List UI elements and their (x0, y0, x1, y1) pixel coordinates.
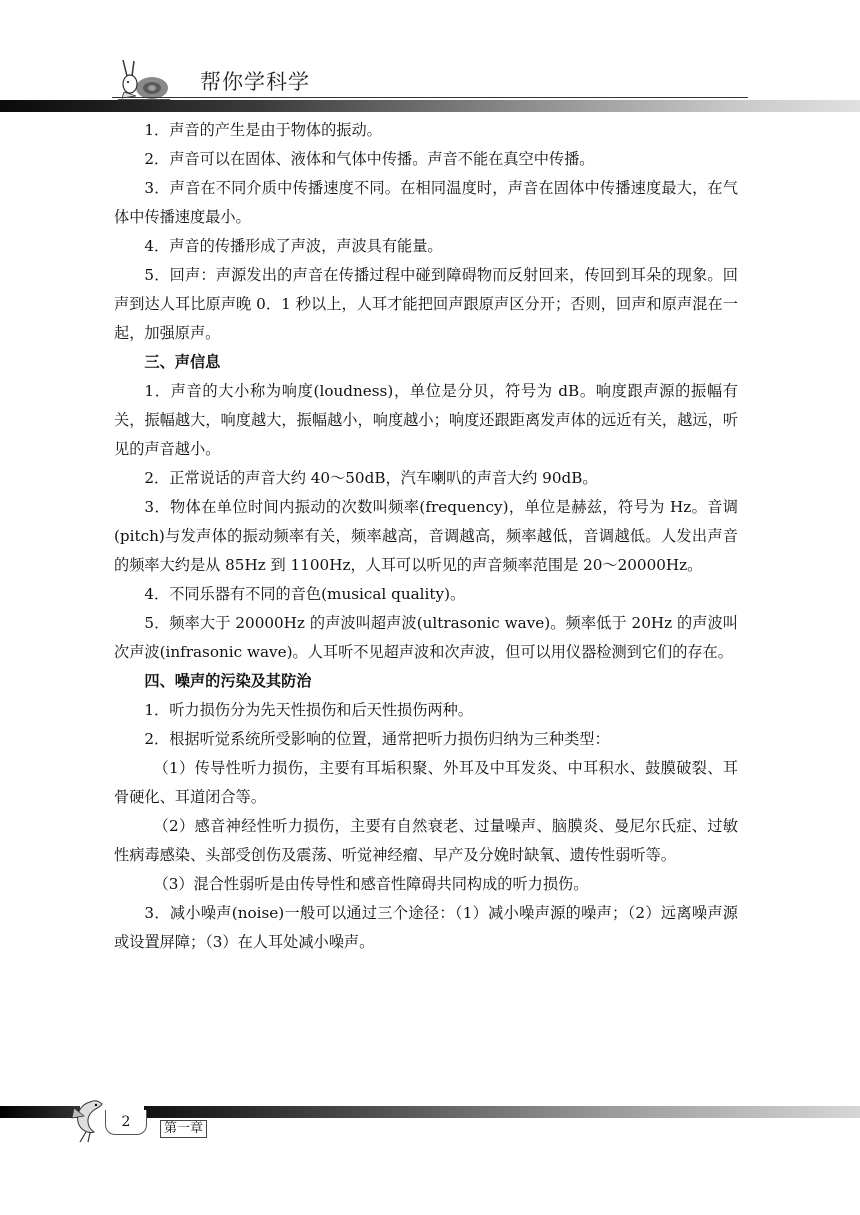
chapter-label: 第一章 (160, 1120, 207, 1138)
body-paragraph: 3．减小噪声(noise)一般可以通过三个途径：（1）减小噪声源的噪声；（2）远离噪声源或设置屏障；（3）在人耳处减小噪声。 (114, 904, 738, 951)
body-paragraph: 2．正常说话的声音大约 40～50dB，汽车喇叭的声音大约 90dB。 (144, 469, 598, 487)
header-gradient-bar (0, 100, 860, 112)
body-paragraph: （3）混合性弱听是由传导性和感音性障碍共同构成的听力损伤。 (153, 875, 589, 893)
page-number: 2 (105, 1110, 147, 1135)
body-paragraph: 1．听力损伤分为先天性损伤和后天性损伤两种。 (144, 701, 473, 719)
body-paragraph: 4．不同乐器有不同的音色(musical quality)。 (144, 585, 466, 603)
body-paragraph: （2）感音神经性听力损伤，主要有自然衰老、过量噪声、脑膜炎、曼尼尔氏症、过敏性病毒感染、头部受创伤及震荡、听觉神经瘤、早产及分娩时缺氧、遗传性弱听等。 (114, 817, 738, 864)
body-paragraph: 2．声音可以在固体、液体和气体中传播。声音不能在真空中传播。 (144, 150, 595, 168)
section-heading: 三、声信息 (144, 353, 221, 371)
page-header-title: 帮你学科学 (200, 70, 310, 94)
footer-bar-right (144, 1106, 860, 1118)
section-heading: 四、噪声的污染及其防治 (144, 672, 312, 690)
body-paragraph: （1）传导性听力损伤，主要有耳垢积聚、外耳及中耳发炎、中耳积水、鼓膜破裂、耳骨硬化、耳道闭合等。 (114, 759, 738, 806)
body-paragraph: 5．回声：声源发出的声音在传播过程中碰到障碍物而反射回来，传回到耳朵的现象。回声到达人耳比原声晚 0．1 秒以上，人耳才能把回声跟原声区分开；否则，回声和原声混在一起，加强原声。 (114, 266, 738, 342)
page-body (114, 116, 738, 957)
body-paragraph: 3．声音在不同介质中传播速度不同。在相同温度时，声音在固体中传播速度最大，在气体中传播速度最小。 (114, 179, 738, 226)
body-paragraph: 5．频率大于 20000Hz 的声波叫超声波(ultrasonic wave)。频率低于 20Hz 的声波叫次声波(infrasonic wave)。人耳听不见超声波和次声波，但可以用仪器检测到它们的存在。 (114, 614, 738, 661)
header-divider (112, 97, 748, 98)
body-paragraph: 3．物体在单位时间内振动的次数叫频率(frequency)，单位是赫兹，符号为 Hz。音调(pitch)与发声体的振动频率有关，频率越高，音调越高，频率越低，音调越低。人发出声音的频率大约是从 85Hz 到 1100Hz，人耳可以听见的声音频率范围是 20～20000Hz。 (114, 498, 738, 574)
page-header (0, 0, 860, 120)
body-paragraph: 1．声音的大小称为响度(loudness)，单位是分贝，符号为 dB。响度跟声源的振幅有关，振幅越大，响度越大，振幅越小，响度越小；响度还跟距离发声体的远近有关，越远，听见的声音越小。 (114, 382, 738, 458)
body-paragraph: 2．根据听觉系统所受影响的位置，通常把听力损伤归纳为三种类型： (144, 730, 610, 748)
body-paragraph: 4．声音的传播形成了声波，声波具有能量。 (144, 237, 443, 255)
body-paragraph: 1．声音的产生是由于物体的振动。 (144, 121, 382, 139)
page-footer (0, 1090, 860, 1150)
